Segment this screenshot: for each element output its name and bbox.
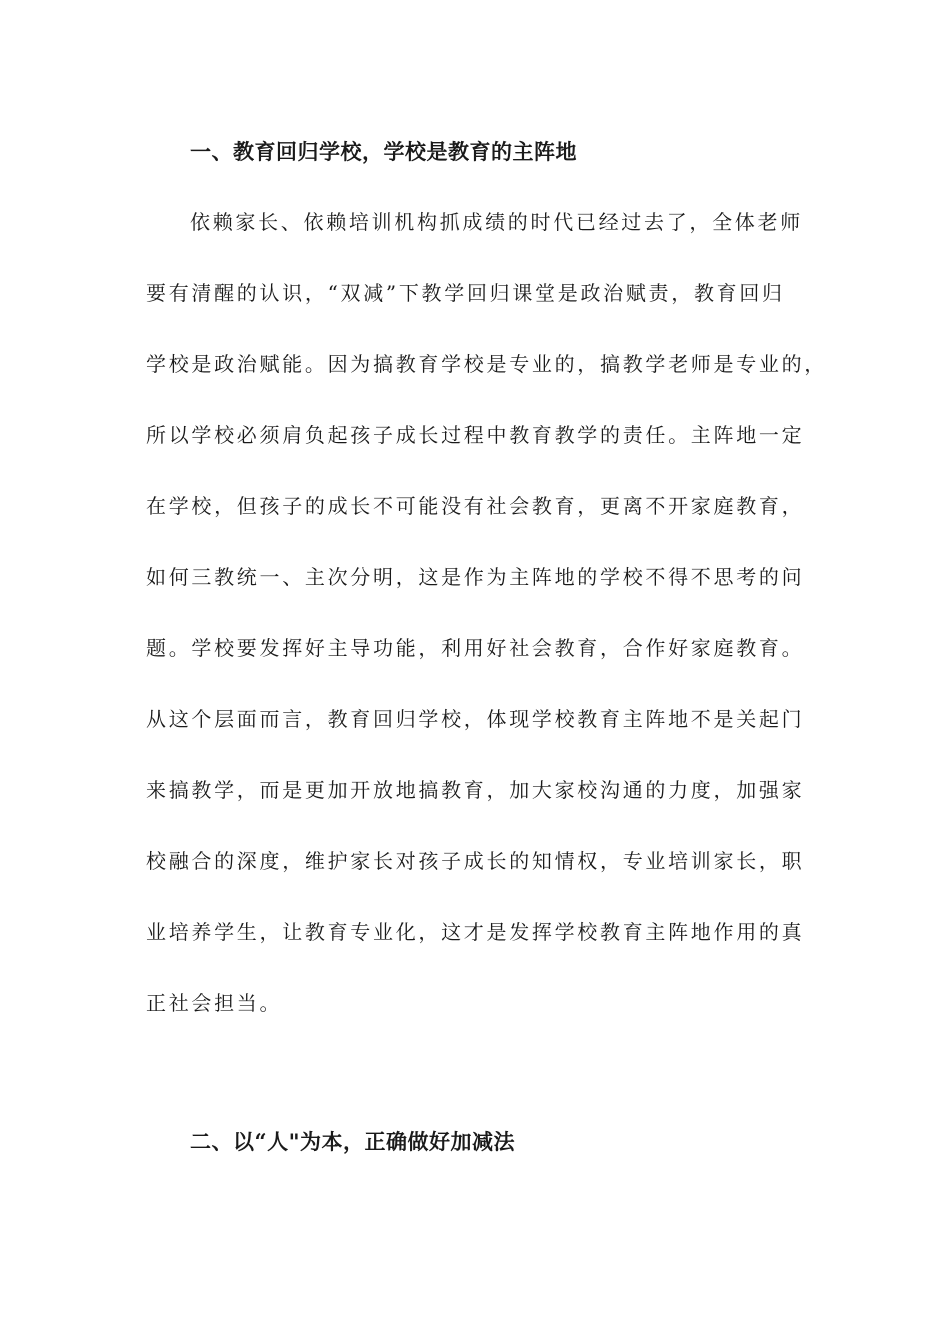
section-1-heading: 一、教育回归学校，学校是教育的主阵地	[190, 139, 577, 164]
section-1-body	[146, 207, 827, 1059]
paragraph-line: 来搞教学，而是更加开放地搞教育，加大家校沟通的力度，加强家	[146, 778, 805, 802]
paragraph-line: 从这个层面而言，教育回归学校，体现学校教育主阵地不是关起门	[146, 707, 805, 731]
paragraph-line: 校融合的深度，维护家长对孩子成长的知情权，专业培训家长，职	[146, 849, 805, 873]
paragraph-line: 在学校，但孩子的成长不可能没有社会教育，更离不开家庭教育，	[146, 494, 805, 518]
paragraph-line: 要有清醒的认识，“双减”下教学回归课堂是政治赋责，教育回归	[146, 281, 785, 305]
paragraph-line: 依赖家长、依赖培训机构抓成绩的时代已经过去了，全体老师	[190, 210, 803, 234]
paragraph-line: 业培养学生，让教育专业化，这才是发挥学校教育主阵地作用的真	[146, 920, 805, 944]
paragraph-line: 所以学校必须肩负起孩子成长过程中教育教学的责任。主阵地一定	[146, 423, 805, 447]
paragraph-line: 如何三教统一、主次分明，这是作为主阵地的学校不得不思考的问	[146, 565, 805, 589]
paragraph-line: 正社会担当。	[146, 991, 283, 1015]
paragraph-line: 学校是政治赋能。因为搞教育学校是专业的，搞教学老师是专业的，	[146, 352, 827, 376]
paragraph-line: 题。学校要发挥好主导功能，利用好社会教育，合作好家庭教育。	[146, 636, 805, 660]
section-2-heading: 二、以“人"为本，正确做好加减法	[190, 1129, 516, 1154]
